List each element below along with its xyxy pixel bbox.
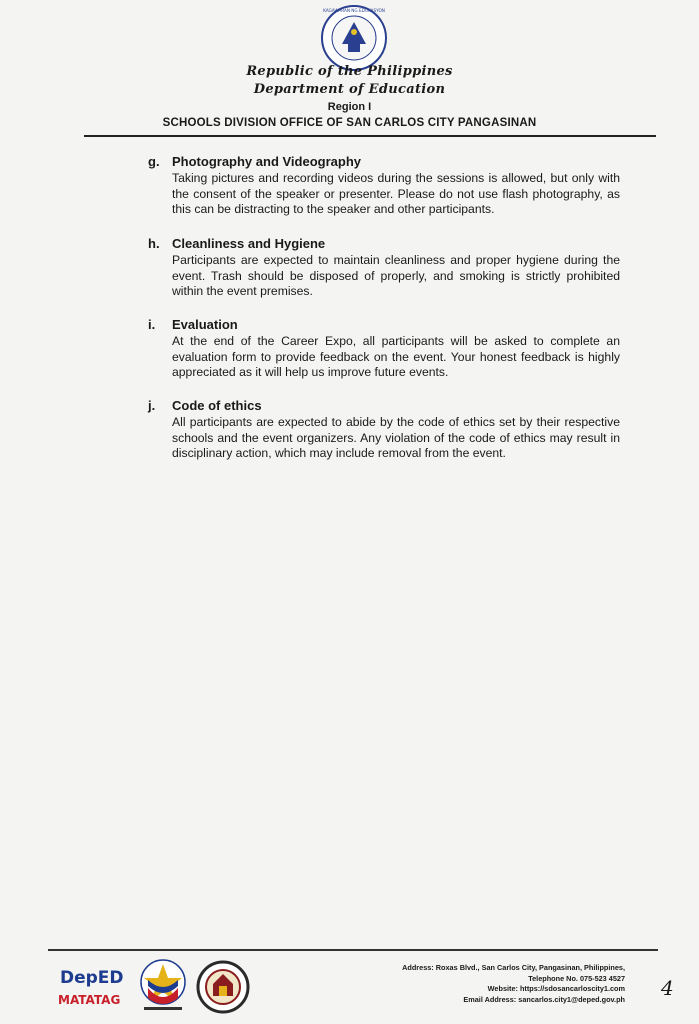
deped-matatag-logo [56,964,128,1014]
page-number: 4 [661,976,674,1000]
department-title: Department of Education [253,82,446,97]
section-cleanliness [148,236,628,300]
section-evaluation [148,317,628,381]
bagong-pilipinas-logo-icon [138,958,188,1014]
section-heading: Evaluation [172,317,238,332]
section-letter: j. [148,398,156,413]
website-line: Website: https://sdosancarloscity1.com [487,984,625,993]
sdo-san-carlos-seal-icon [196,960,250,1014]
seal-text: KAGAWARAN NG EDUKASYON [323,8,385,13]
section-letter: g. [148,154,160,169]
section-photography [148,154,628,218]
division-label: SCHOOLS DIVISION OFFICE OF SAN CARLOS CITY PANGASINAN [162,117,537,129]
footer-contact [350,963,625,1005]
section-body: Participants are expected to maintain cleanliness and proper hygiene during the event. Trash should be disposed of properly, and smoking is strictly prohibited within the event premises. [172,253,620,298]
footer-logos [56,956,256,1018]
footer-divider [48,949,658,951]
deped-logo-text: DepED [60,968,124,988]
republic-title: Republic of the Philippines [246,64,453,79]
section-heading: Photography and Videography [172,154,362,169]
section-letter: h. [148,236,160,251]
section-body: At the end of the Career Expo, all participants will be asked to complete an evaluation form to provide feedback on the event. Your honest feedback is highly appreciated as it will help us improve future events. [172,334,620,379]
region-label: Region I [327,101,372,113]
address-line: Address: Roxas Blvd., San Carlos City, Pangasinan, Philippines, [402,963,625,972]
section-body: All participants are expected to abide by the code of ethics set by their respective schools and the event organizers. Any violation of the code of ethics may result in disciplinary action, which may include removal from the event. [172,415,620,460]
deped-seal-icon [320,4,388,72]
email-line: Email Address: sancarlos.city1@deped.gov.ph [463,994,625,1004]
section-code-of-ethics [148,398,628,462]
section-heading: Code of ethics [172,398,262,413]
section-heading: Cleanliness and Hygiene [172,236,326,251]
matatag-logo-text: MATATAG [58,993,121,1007]
section-body: Taking pictures and recording videos during the sessions is allowed, but only with the consent of the speaker or presenter. Please do not use flash photography, as this can be distracting to the speaker and other participants. [172,171,620,216]
telephone-line: Telephone No. 075-523 4527 [528,973,625,983]
header-divider [84,135,656,137]
section-letter: i. [148,317,156,332]
